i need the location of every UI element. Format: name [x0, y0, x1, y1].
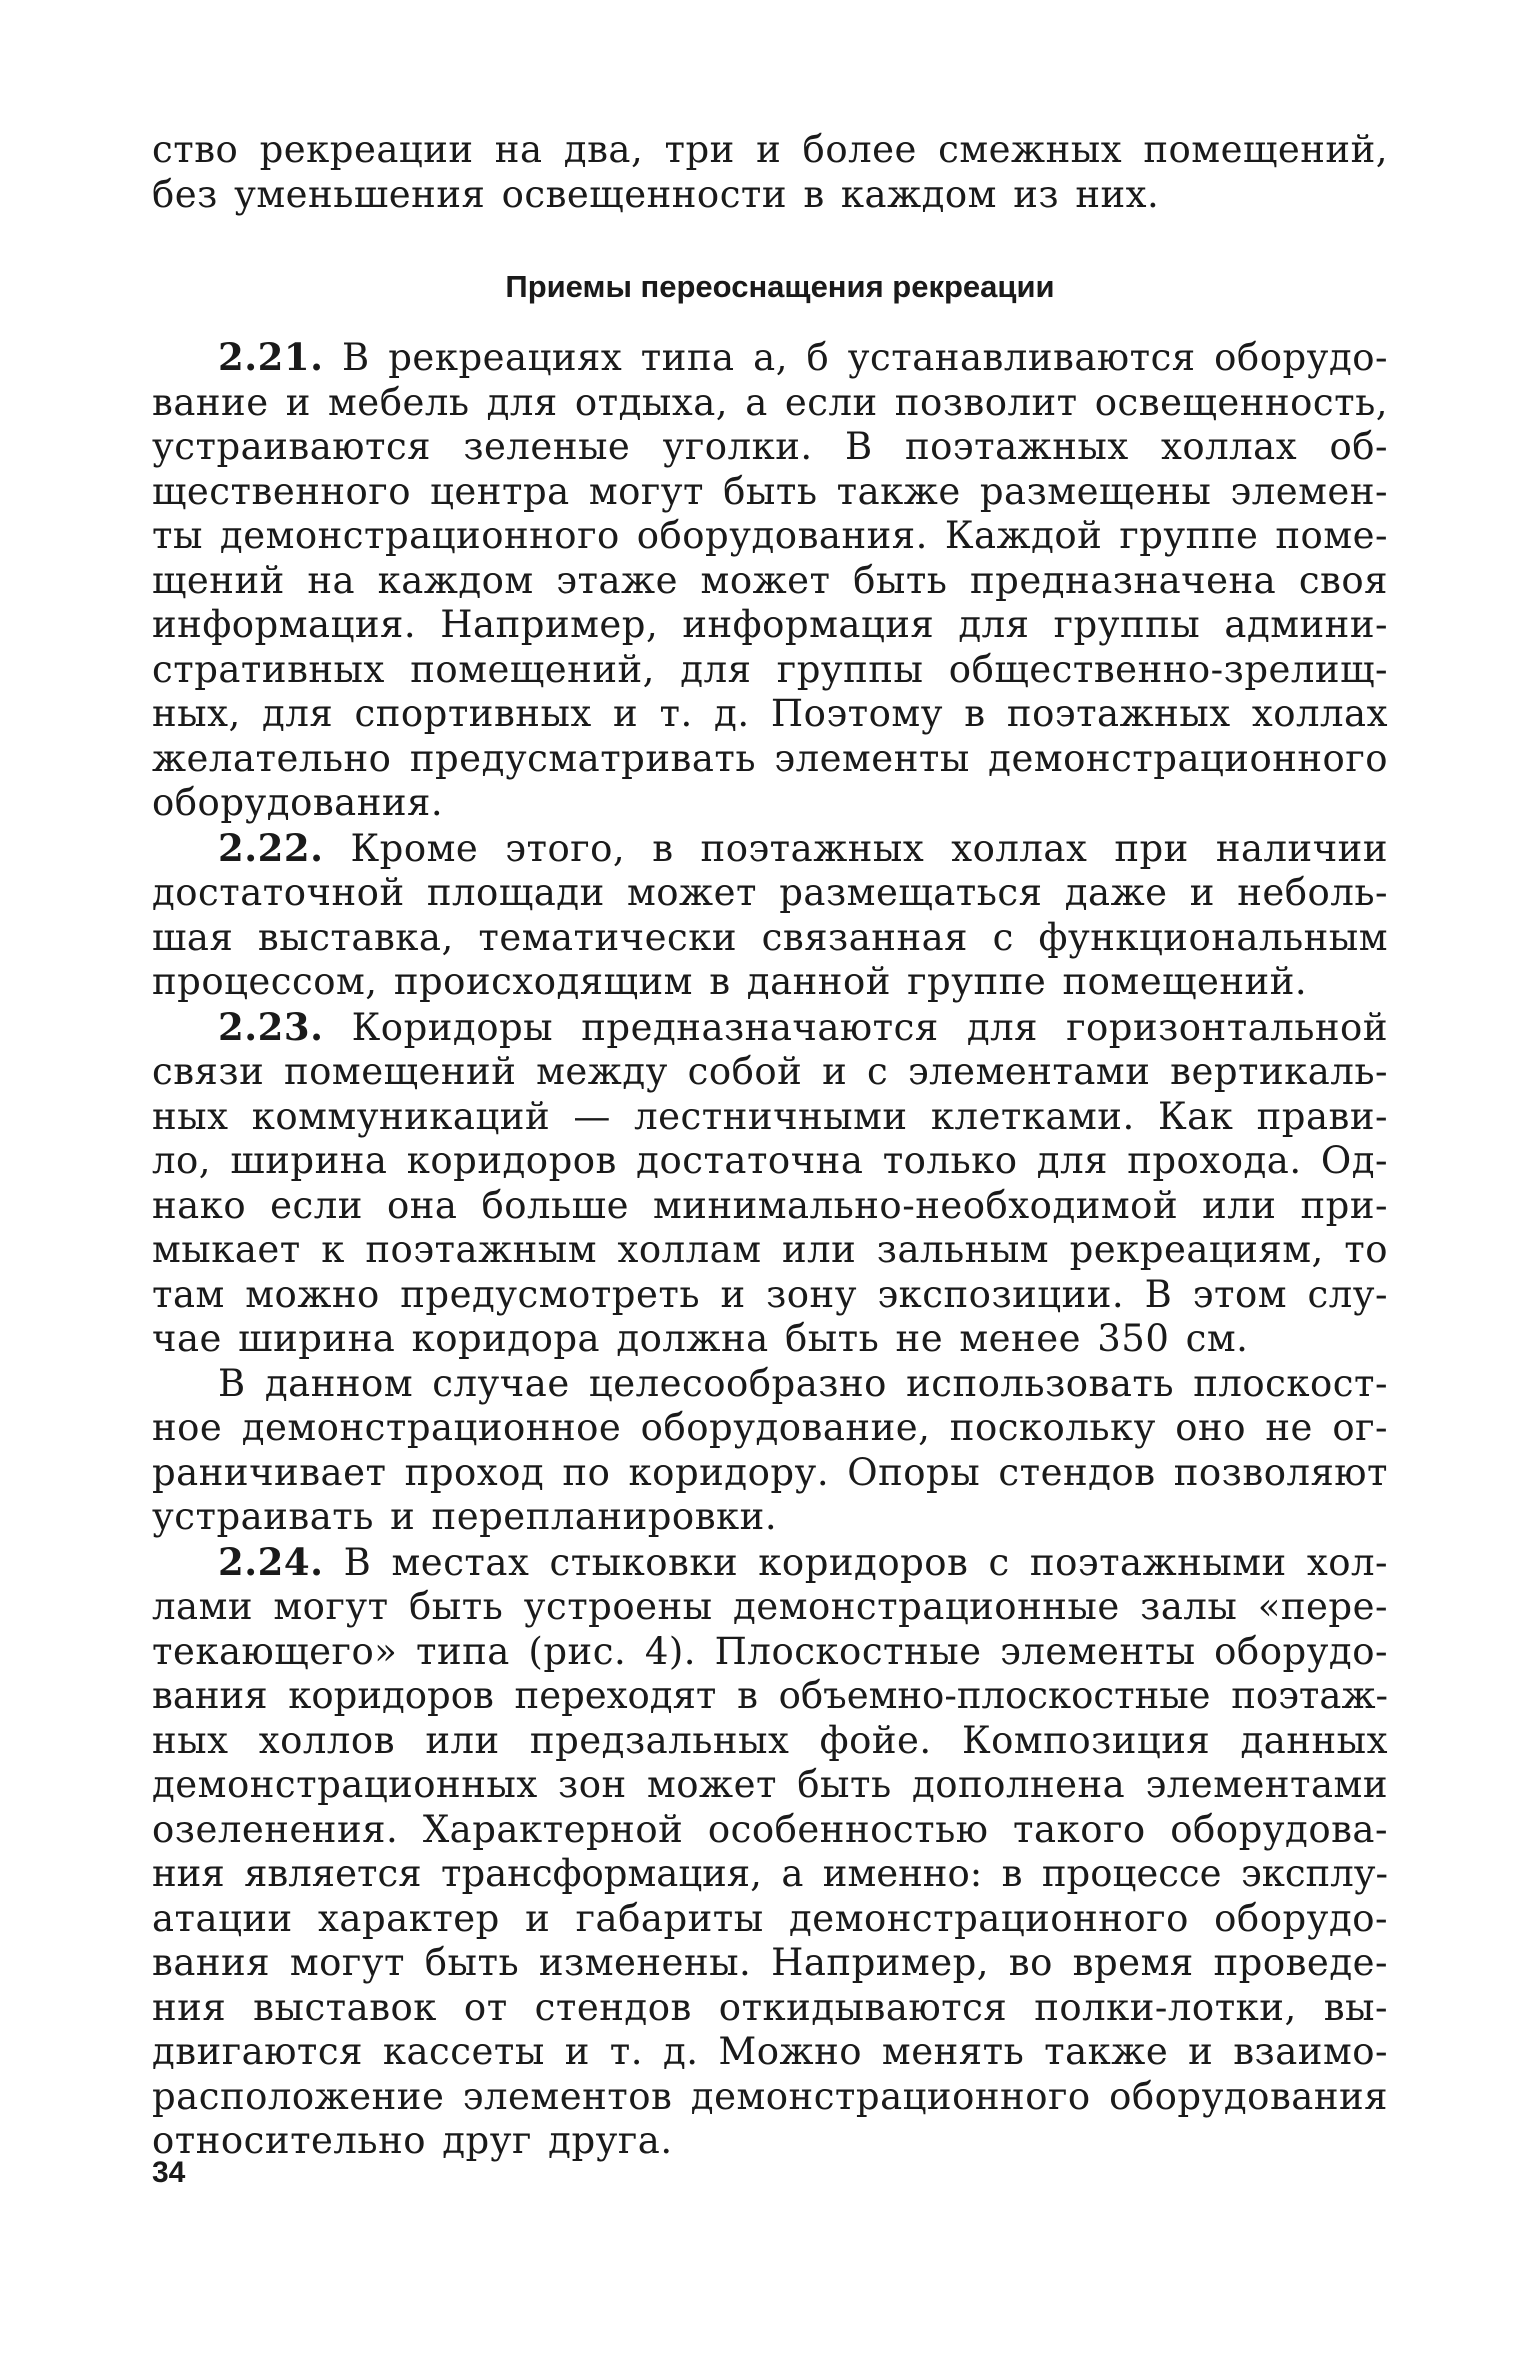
text-line: ло, ширина коридоров достаточна только для прохода. Од- [152, 1139, 1388, 1182]
text-line: устраивать и перепланировки. [152, 1495, 778, 1538]
text-line: раничивает проход по коридору. Опоры стендов позволяют [152, 1450, 1388, 1494]
text-line: демонстрационных зон может быть дополнена элементами [152, 1763, 1388, 1806]
text-line: связи помещений между собой и с элементами вертикаль- [152, 1050, 1388, 1093]
paragraph-2-21 [152, 335, 1388, 826]
line-text: В местах стыковки коридоров с поэтажными хол- [343, 1540, 1389, 1584]
text-line [152, 335, 1388, 381]
text-line: устраиваются зеленые уголки. В поэтажных холлах об- [152, 425, 1388, 468]
paragraph-number: 2.23. [218, 1004, 324, 1049]
text-line: относительно друг друга. [152, 2119, 673, 2162]
text-line: атации характер и габариты демонстрационного оборудо- [152, 1896, 1388, 1940]
text-line: вание и мебель для отдыха, а если позволит освещенность, [152, 380, 1388, 424]
line-text: Коридоры предназначаются для горизонтальной [351, 1005, 1388, 1049]
paragraph-2-24 [152, 1540, 1388, 2164]
text-line: ния выставок от стендов откидываются полки-лотки, вы- [152, 1985, 1388, 2029]
text-line: озеленения. Характерной особенностью такого оборудова- [152, 1807, 1388, 1851]
text-line: нако если она больше минимально-необходимой или при- [152, 1183, 1388, 1227]
text-line [152, 1540, 1388, 1586]
text-line: ния является трансформация, а именно: в процессе эксплу- [152, 1852, 1388, 1895]
line-text: В рекреациях типа а, б устанавливаются оборудо- [342, 336, 1388, 379]
paragraph-number: 2.22. [218, 825, 324, 870]
page-body [152, 128, 1388, 2164]
text-line: желательно предусматривать элементы демонстрационного [152, 736, 1388, 780]
page-number: 34 [152, 2156, 186, 2189]
text-line: вания коридоров переходят в объемно-плоскостные поэтаж- [152, 1674, 1388, 1717]
paragraph-unnumbered [152, 1362, 1388, 1540]
paragraph-number: 2.21. [218, 335, 324, 379]
text-line: ных, для спортивных и т. д. Поэтому в поэтажных холлах [152, 692, 1388, 735]
text-line: без уменьшения освещенности в каждом из них. [152, 172, 1160, 216]
paragraph-2-22 [152, 826, 1388, 1005]
text-line: там можно предусмотреть и зону экспозиции. В этом слу- [152, 1272, 1388, 1316]
text-line: оборудования. [152, 781, 444, 824]
text-line: шая выставка, тематически связанная с функциональным [152, 915, 1388, 959]
text-line: лами могут быть устроены демонстрационные залы «пере- [152, 1585, 1388, 1628]
text-line: ство рекреации на два, три и более смежных помещений, [152, 128, 1388, 171]
text-line: ное демонстрационное оборудование, поскольку оно не ог- [152, 1406, 1388, 1449]
text-line [152, 826, 1388, 872]
paragraph-2-23 [152, 1005, 1388, 1362]
text-line: мыкает к поэтажным холлам или зальным рекреациям, то [152, 1228, 1388, 1271]
text-line: текающего» типа (рис. 4). Плоскостные элементы оборудо- [152, 1629, 1388, 1673]
text-line: информация. Например, информация для группы админи- [152, 603, 1388, 646]
section-heading: Приемы переоснащения рекреации [505, 269, 1055, 304]
text-line: щений на каждом этаже может быть предназначена своя [152, 558, 1388, 602]
text-line: щественного центра могут быть также размещены элемен- [152, 469, 1388, 513]
text-line: В данном случае целесообразно использовать плоскост- [218, 1361, 1388, 1405]
text-line: ных коммуникаций — лестничными клетками. Как прави- [152, 1094, 1388, 1138]
line-text: Кроме этого, в поэтажных холлах при наличии [350, 826, 1389, 870]
text-line: вания могут быть изменены. Например, во время проведе- [152, 1941, 1388, 1984]
text-line: расположение элементов демонстрационного оборудования [152, 2074, 1388, 2118]
text-line: ты демонстрационного оборудования. Каждой группе поме- [152, 514, 1388, 557]
text-line: чае ширина коридора должна быть не менее 350 см. [152, 1317, 1249, 1360]
text-line: стративных помещений, для группы общественно-зрелищ- [152, 647, 1388, 691]
text-line: двигаются кассеты и т. д. Можно менять также и взаимо- [152, 2030, 1388, 2073]
text-line: процессом, происходящим в данной группе помещений. [152, 960, 1308, 1003]
text-line: достаточной площади может размещаться даже и неболь- [152, 871, 1388, 914]
text-line [152, 1005, 1388, 1051]
paragraph-number: 2.24. [218, 1539, 324, 1584]
opening-paragraph [152, 128, 1388, 217]
text-line: ных холлов или предзальных фойе. Композиция данных [152, 1718, 1388, 1762]
